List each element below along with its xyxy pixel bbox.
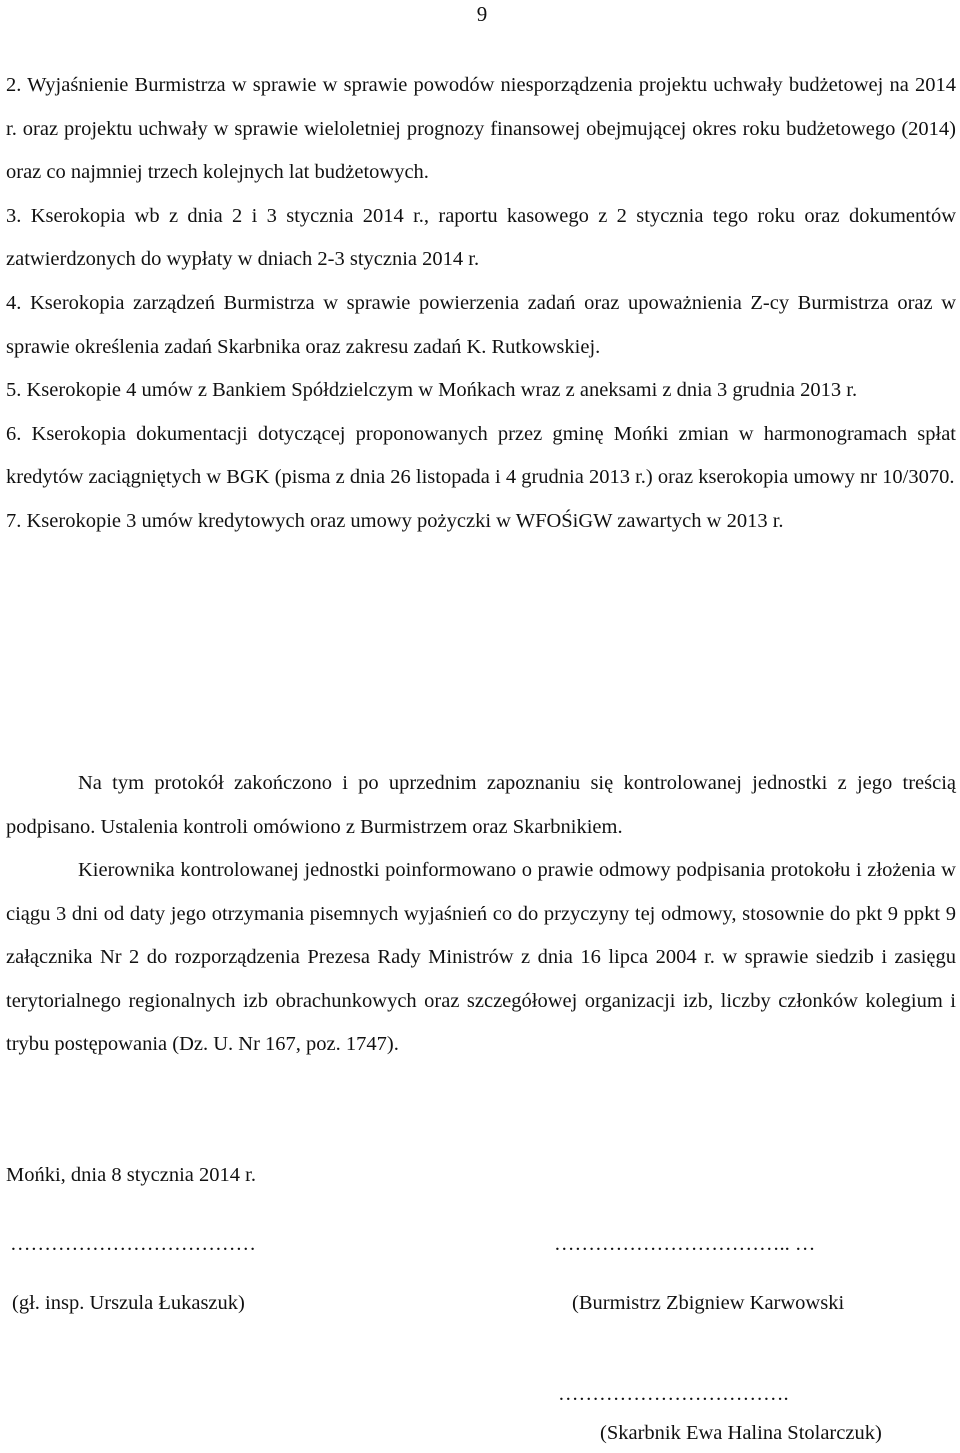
- refusal-notice-paragraph: Kierownika kontrolowanej jednostki poinformowano o prawie odmowy podpisania protokołu i złożenia w ciągu 3 dni od daty jego otrzymania pisemnych wyjaśnień co do przyczyny tej odmowy, stosownie do pkt 9 ppkt 9 załącznika Nr 2 do rozporządzenia Prezesa Rady Ministrów z dnia 16 lipca 2004 r. w sprawie siedzib i zasięgu terytorialnego regionalnych izb obrachunkowych oraz szczegółowej organizacji izb, liczby członków kolegium i trybu postępowania (Dz. U. Nr 167, poz. 1747).: [6, 859, 956, 1056]
- signature-label-treasurer: (Skarbnik Ewa Halina Stolarczuk): [600, 1422, 882, 1444]
- list-item: 5. Kserokopie 4 umów z Bankiem Spółdzielczym w Mońkach wraz z aneksami z dnia 3 grudnia 2013 r.: [6, 379, 858, 402]
- signature-label-inspector: (gł. insp. Urszula Łukaszuk): [12, 1292, 245, 1314]
- signature-label-mayor: (Burmistrz Zbigniew Karwowski: [572, 1292, 845, 1314]
- attachment-list: [6, 64, 956, 544]
- page-number: 9: [476, 2, 488, 26]
- list-item: 7. Kserokopie 3 umów kredytowych oraz umowy pożyczki w WFOŚiGW zawartych w 2013 r.: [6, 509, 784, 532]
- list-item: 3. Kserokopia wb z dnia 2 i 3 stycznia 2014 r., raportu kasowego z 2 stycznia tego roku oraz dokumentów zatwierdzonych do wypłaty w dniach 2-3 stycznia 2014 r.: [6, 204, 956, 271]
- signature-line-bottom: …………………………….: [558, 1383, 789, 1405]
- signature-line-right: …………………………….. …: [554, 1233, 816, 1255]
- place-date: Mońki, dnia 8 stycznia 2014 r.: [6, 1164, 256, 1186]
- closing-paragraph: Na tym protokół zakończono i po uprzednim zapoznaniu się kontrolowanej jednostki z jego treścią podpisano. Ustalenia kontroli omówiono z Burmistrzem oraz Skarbnikiem.: [6, 772, 956, 838]
- list-item: 2. Wyjaśnienie Burmistrza w sprawie w sprawie powodów niesporządzenia projektu uchwały budżetowej na 2014 r. oraz projektu uchwały w sprawie wieloletniej prognozy finansowej obejmującej okres roku budżetowego (2014) oraz co najmniej trzech kolejnych lat budżetowych.: [6, 74, 956, 184]
- signature-line-left: ………………………………: [10, 1233, 256, 1255]
- list-item: 6. Kserokopia dokumentacji dotyczącej proponowanych przez gminę Mońki zmian w harmonogramach spłat kredytów zaciągniętych w BGK (pisma z dnia 26 listopada i 4 grudnia 2013 r.) oraz kserokopia umowy nr 10/3070.: [6, 422, 956, 489]
- list-item: 4. Kserokopia zarządzeń Burmistrza w sprawie powierzenia zadań oraz upoważnienia Z-cy Burmistrza oraz w sprawie określenia zadań Skarbnika oraz zakresu zadań K. Rutkowskiej.: [6, 291, 956, 358]
